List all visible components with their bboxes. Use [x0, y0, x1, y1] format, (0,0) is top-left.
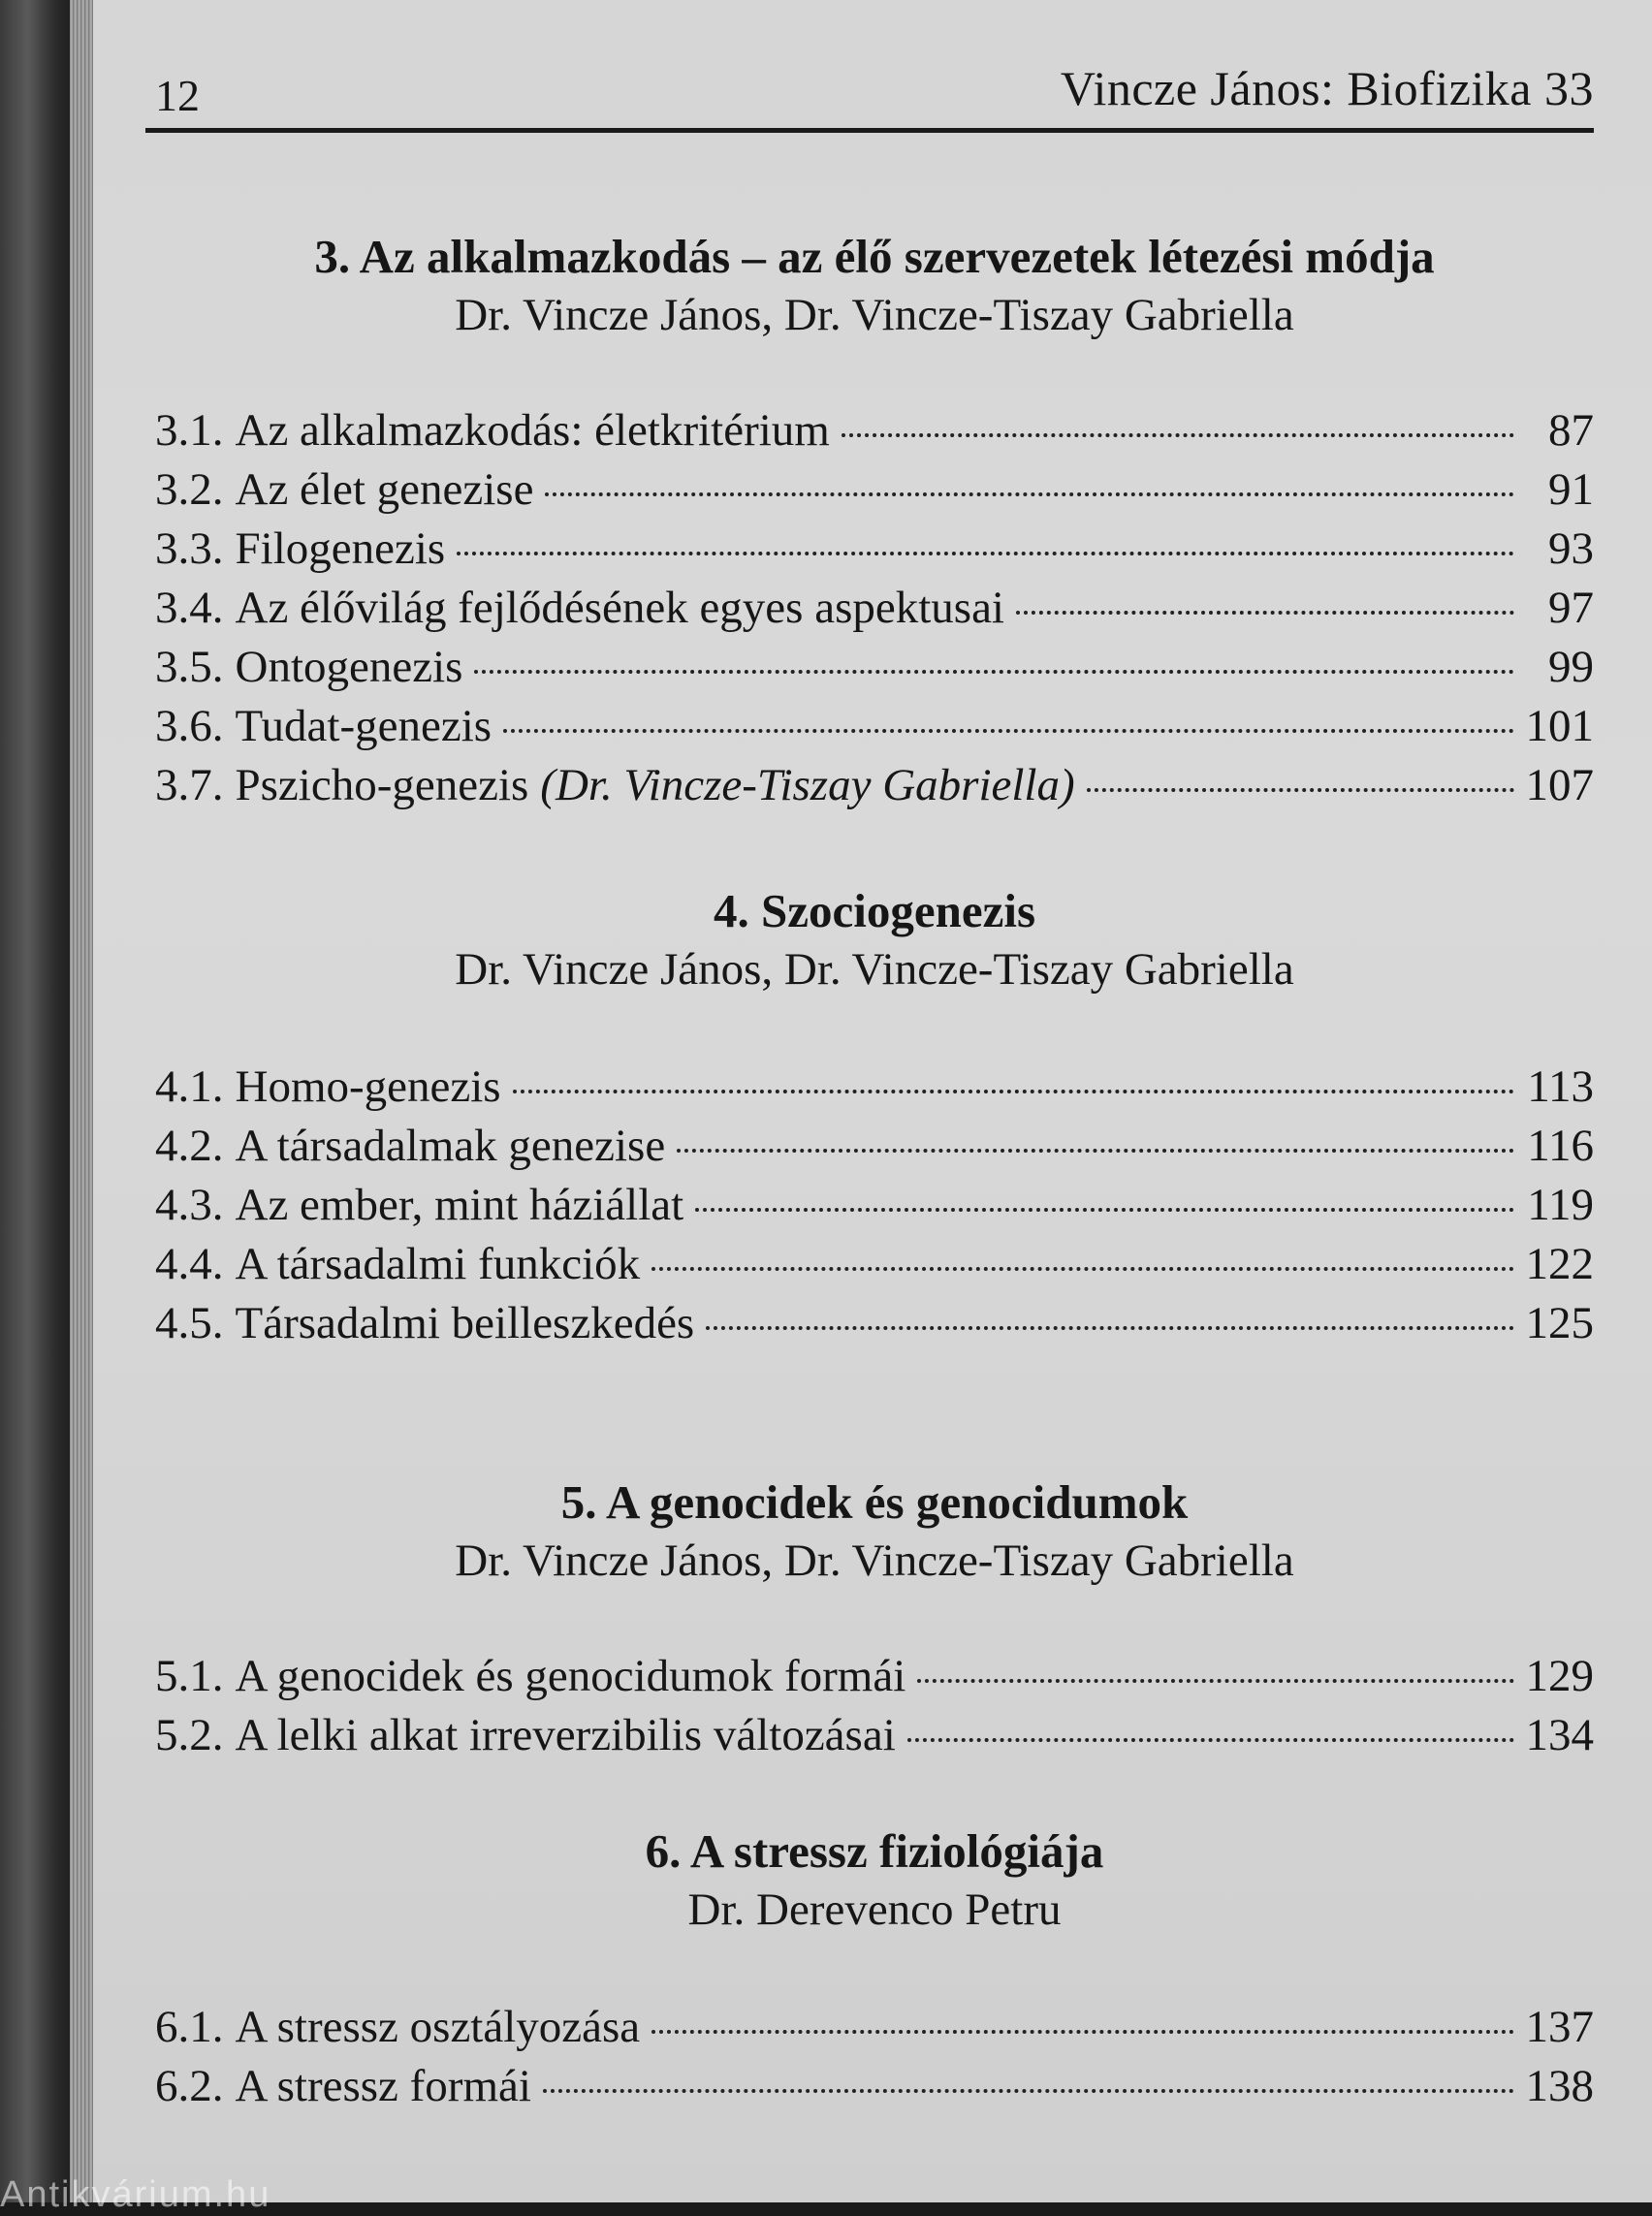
toc-section-5 — [155, 1473, 1594, 1768]
toc-entry[interactable] — [155, 404, 1594, 463]
entry-label: A lelki alkat irreverzibilis változásai — [235, 1710, 896, 1760]
entry-number: 4.2. — [155, 1121, 224, 1171]
entry-page: 107 — [1525, 760, 1594, 810]
dot-leader — [651, 1267, 1513, 1271]
toc-section-6 — [155, 1822, 1594, 2119]
toc-list — [155, 2001, 1594, 2119]
toc-list — [155, 404, 1594, 818]
entry-number: 3.4. — [155, 583, 224, 633]
entry-number: 5.2. — [155, 1710, 224, 1760]
entry-label: Társadalmi beilleszkedés — [235, 1298, 695, 1348]
dot-leader — [474, 670, 1514, 674]
section-authors: Dr. Vincze János, Dr. Vincze-Tiszay Gabriella — [455, 1535, 1294, 1586]
entry-number: 3.6. — [155, 701, 224, 751]
dot-leader — [543, 2089, 1514, 2093]
header-rule — [145, 128, 1594, 133]
section-title: 3. Az alkalmazkodás – az élő szervezetek létezési módja — [314, 230, 1435, 283]
dot-leader — [706, 1326, 1513, 1330]
dot-leader — [907, 1738, 1514, 1742]
toc-entry[interactable] — [155, 582, 1594, 641]
toc-entry[interactable] — [155, 759, 1594, 818]
entry-page: 91 — [1548, 464, 1594, 515]
entry-label: Homo-genezis — [235, 1061, 501, 1112]
entry-page: 137 — [1525, 2002, 1594, 2052]
toc-list — [155, 1650, 1594, 1768]
watermark: Antikvárium.hu — [0, 2174, 271, 2215]
dot-leader — [513, 1090, 1514, 1093]
entry-label: Az élővilág fejlődésének egyes aspektusai — [235, 583, 1004, 633]
entry-number: 4.4. — [155, 1239, 224, 1289]
running-head: Vincze János: Biofizika 33 — [1060, 61, 1594, 115]
section-title: 4. Szociogenezis — [713, 884, 1036, 937]
toc-entry[interactable] — [155, 463, 1594, 522]
dot-leader — [917, 1679, 1513, 1683]
entry-page: 99 — [1548, 642, 1594, 692]
entry-label: A stressz osztályozása — [235, 2002, 641, 2052]
section-title: 5. A genocidek és genocidumok — [560, 1475, 1189, 1529]
toc-entry[interactable] — [155, 1238, 1594, 1297]
toc-section-3 — [155, 228, 1594, 818]
entry-page: 122 — [1525, 1239, 1594, 1289]
toc-entry[interactable] — [155, 1709, 1594, 1768]
dot-leader — [677, 1149, 1514, 1153]
entry-label: A társadalmak genezise — [235, 1121, 666, 1171]
entry-label: Tudat-genezis — [235, 701, 492, 751]
entry-page: 134 — [1525, 1710, 1594, 1760]
entry-number: 6.1. — [155, 2002, 224, 2052]
entry-page: 101 — [1525, 701, 1594, 751]
entry-page: 125 — [1525, 1298, 1594, 1348]
dot-leader — [457, 552, 1514, 555]
section-title: 6. A stressz fiziológiája — [645, 1824, 1104, 1878]
dot-leader — [503, 729, 1513, 733]
entry-number: 4.3. — [155, 1180, 224, 1230]
entry-label: Az ember, mint háziállat — [235, 1180, 684, 1230]
toc-entry[interactable] — [155, 1297, 1594, 1356]
toc-list — [155, 1061, 1594, 1356]
entry-page: 116 — [1527, 1121, 1594, 1171]
dot-leader — [695, 1208, 1514, 1212]
entry-number: 4.5. — [155, 1298, 224, 1348]
dot-leader — [1087, 788, 1514, 792]
page-header — [155, 60, 1594, 128]
entry-page: 138 — [1525, 2061, 1594, 2111]
toc-entry[interactable] — [155, 2060, 1594, 2119]
entry-page: 97 — [1548, 583, 1594, 633]
entry-page: 93 — [1548, 523, 1594, 574]
toc-entry[interactable] — [155, 2001, 1594, 2060]
dot-leader — [545, 492, 1514, 496]
entry-number: 3.1. — [155, 405, 224, 456]
toc-entry[interactable] — [155, 1120, 1594, 1179]
entry-label: Az alkalmazkodás: életkritérium — [235, 405, 830, 456]
toc-entry[interactable] — [155, 700, 1594, 759]
toc-entry[interactable] — [155, 522, 1594, 582]
entry-page: 87 — [1548, 405, 1594, 456]
entry-label: Pszicho-genezis — [235, 760, 529, 810]
entry-number: 3.2. — [155, 464, 224, 515]
entry-number: 3.7. — [155, 760, 224, 810]
section-authors: Dr. Vincze János, Dr. Vincze-Tiszay Gabriella — [455, 944, 1294, 995]
entry-page: 119 — [1527, 1180, 1594, 1230]
entry-number: 4.1. — [155, 1061, 224, 1112]
entry-page: 113 — [1527, 1061, 1594, 1112]
entry-number: 5.1. — [155, 1651, 224, 1701]
page-edges — [70, 0, 93, 2202]
entry-page: 129 — [1525, 1651, 1594, 1701]
entry-number: 3.5. — [155, 642, 224, 692]
entry-label: A stressz formái — [235, 2061, 531, 2111]
dot-leader — [1016, 611, 1514, 615]
entry-author-note: (Dr. Vincze-Tiszay Gabriella) — [540, 760, 1075, 810]
entry-label: Ontogenezis — [235, 642, 463, 692]
entry-number: 3.3. — [155, 523, 224, 574]
entry-label: Az élet genezise — [235, 464, 534, 515]
toc-entry[interactable] — [155, 1179, 1594, 1238]
section-authors: Dr. Derevenco Petru — [687, 1884, 1062, 1935]
section-authors: Dr. Vincze János, Dr. Vincze-Tiszay Gabriella — [455, 290, 1294, 340]
entry-label: Filogenezis — [235, 523, 446, 574]
entry-number: 6.2. — [155, 2061, 224, 2111]
dot-leader — [651, 2030, 1513, 2034]
toc-entry[interactable] — [155, 1650, 1594, 1709]
dot-leader — [842, 433, 1514, 437]
toc-entry[interactable] — [155, 1061, 1594, 1120]
toc-entry[interactable] — [155, 641, 1594, 700]
toc-section-4 — [155, 882, 1594, 1356]
entry-label: A genocidek és genocidumok formái — [235, 1651, 906, 1701]
entry-label: A társadalmi funkciók — [235, 1239, 641, 1289]
page-number: 12 — [155, 71, 200, 120]
